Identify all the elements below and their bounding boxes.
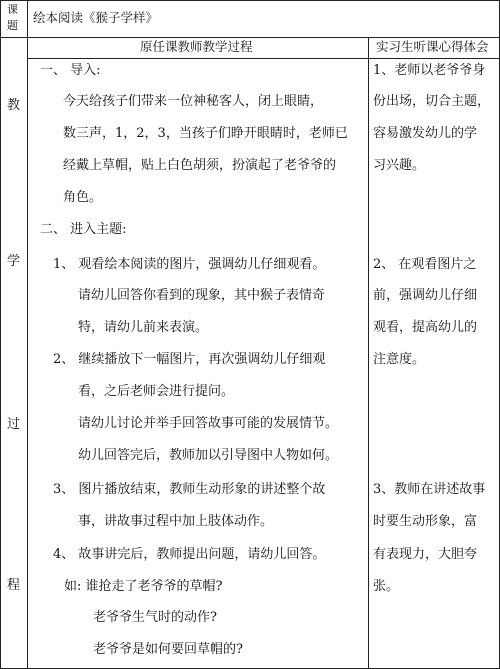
process-line: 如: 谁抢走了老爷爷的草帽? (64, 579, 223, 594)
note-line: 时要生动形象，富 (373, 514, 478, 529)
process-line: 1、 观看绘本阅读的图片，强调幼儿仔细观看。 (53, 257, 326, 272)
process-line: 今天给孩子们带来一位神秘客人，闭上眼睛， (63, 94, 324, 109)
table-top-border (0, 0, 500, 1)
process-line: 经戴上草帽，贴上白色胡须，扮演起了老爷爷的 (63, 158, 337, 173)
note-line: 2、 在观看图片之 (373, 257, 477, 272)
process-line: 二、 进入主题: (40, 222, 127, 237)
header-label-top: 课 (7, 3, 18, 16)
note-line: 观看，提高幼儿的 (373, 320, 478, 335)
table-left-border (0, 0, 1, 669)
note-line: 有表现力，大胆夸 (373, 547, 478, 562)
note-line: 习兴趣。 (373, 158, 426, 173)
trainee-notes-heading: 实习生听课心得体会 (376, 39, 489, 54)
header-divider (0, 37, 500, 38)
header-label-bottom: 题 (7, 19, 18, 32)
process-line: 4、 故事讲完后，教师提出问题，请幼儿回答。 (53, 547, 326, 562)
notes-column-divider (368, 37, 369, 669)
process-line: 3、 图片播放结束，教师生动形象的讲述整个故 (53, 482, 326, 497)
column-head-divider (27, 58, 500, 59)
process-line: 老爷爷生气时的动作? (93, 610, 217, 625)
process-line: 看，之后老师会进行提问。 (78, 384, 235, 399)
side-label-char: 过 (7, 417, 21, 432)
lesson-title: 绘本阅读《猴子学样》 (33, 10, 159, 25)
note-line: 注意度。 (373, 352, 426, 367)
note-line: 容易激发幼儿的学 (373, 126, 478, 141)
note-line: 3、教师在讲述故事 (373, 482, 486, 497)
process-line: 2、 继续播放下一幅图片，再次强调幼儿仔细观 (53, 352, 326, 367)
note-line: 1、老师以老爷爷身 (373, 63, 486, 78)
note-line: 前，强调幼儿仔细 (373, 288, 478, 303)
process-line: 幼儿回答完后，教师加以引导图中人物如何。 (78, 448, 339, 463)
process-line: 老爷爷是如何要回草帽的? (93, 642, 243, 657)
process-line: 角色。 (63, 190, 103, 205)
process-line: 特，请幼儿前来表演。 (78, 320, 209, 335)
teacher-process-heading: 原任课教师教学过程 (140, 39, 253, 54)
process-line: 请幼儿回答你看到的现象，其中猴子表情奇 (78, 288, 326, 303)
side-label-char: 教 (7, 98, 21, 113)
process-line: 事，讲故事过程中加上肢体动作。 (78, 514, 274, 529)
process-line: 数三声，1，2，3，当孩子们睁开眼睛时，老师已 (63, 126, 348, 141)
side-label-char: 程 (7, 578, 21, 593)
process-line: 请幼儿讨论并举手回答故事可能的发展情节。 (78, 416, 339, 431)
note-line: 张。 (373, 579, 400, 594)
note-line: 份出场，切合主题， (373, 94, 491, 109)
side-label-char: 学 (7, 254, 21, 269)
label-column-divider (27, 0, 28, 669)
process-line: 一、 导入: (40, 63, 101, 78)
